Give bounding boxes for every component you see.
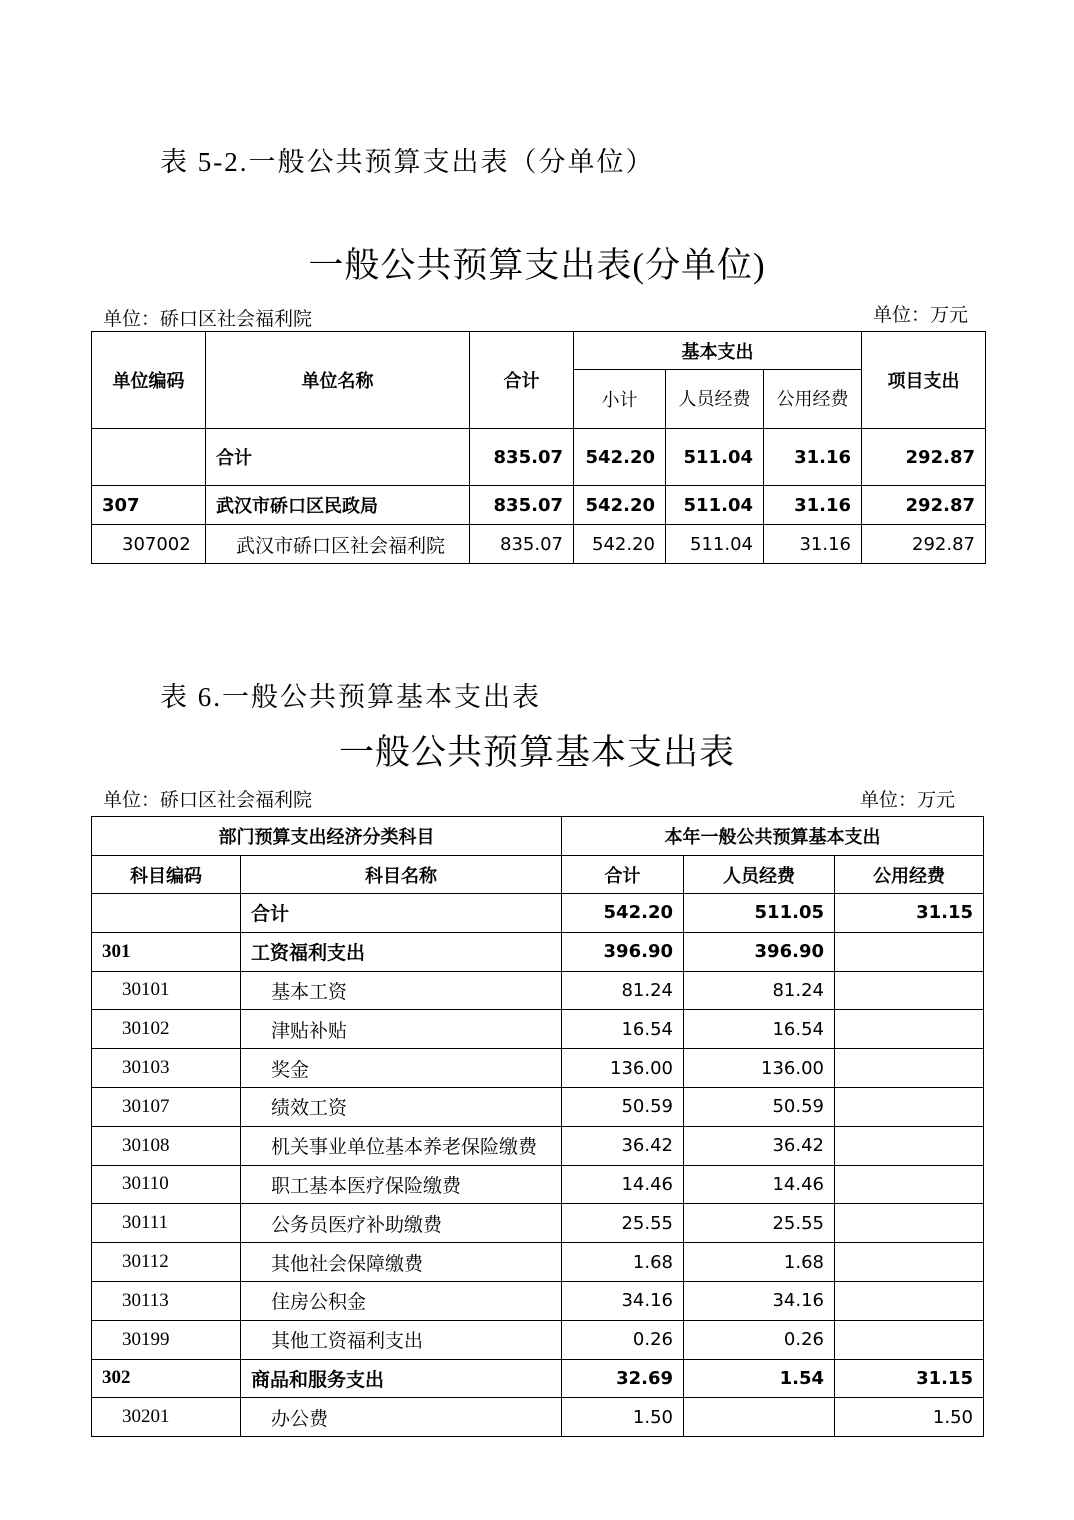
section2-title: 一般公共预算基本支出表: [338, 733, 735, 772]
table-row: [92, 429, 986, 486]
table-row: [92, 1281, 984, 1320]
header-personnel: 人员经费: [684, 856, 835, 894]
row-personnel: 14.46: [684, 1165, 835, 1204]
section2-unit-left: 单位：硚口区社会福利院: [103, 790, 313, 811]
row-public: [835, 1087, 984, 1126]
row-personnel: 50.59: [684, 1087, 835, 1126]
row-code: 30113: [92, 1281, 241, 1320]
row-name: 公务员医疗补助缴费: [241, 1204, 562, 1243]
row-name: 工资福利支出: [241, 932, 562, 971]
section1-caption: 表 5-2.一般公共预算支出表（分单位）: [160, 147, 655, 177]
row-total: 32.69: [562, 1359, 684, 1398]
row-name: 武汉市硚口区民政局: [206, 486, 470, 525]
table-row: [92, 932, 984, 971]
row-personnel: 511.04: [666, 429, 764, 486]
row-public: [835, 1243, 984, 1282]
table-row: [92, 486, 986, 525]
row-personnel: 25.55: [684, 1204, 835, 1243]
row-public: [835, 1204, 984, 1243]
row-name: 合计: [206, 429, 470, 486]
header-total: 合计: [470, 332, 574, 429]
header-economic-classification: 部门预算支出经济分类科目: [92, 817, 562, 856]
header-project-expenditure: 项目支出: [862, 332, 986, 429]
row-code: [92, 894, 241, 933]
row-personnel: [684, 1398, 835, 1437]
header-public: 公用经费: [764, 370, 862, 429]
row-public: [835, 932, 984, 971]
row-project: 292.87: [862, 429, 986, 486]
row-code: 30112: [92, 1243, 241, 1282]
row-code: 30110: [92, 1165, 241, 1204]
row-public: [835, 1049, 984, 1088]
table-row: [92, 971, 984, 1010]
row-code: 30107: [92, 1087, 241, 1126]
row-total: 50.59: [562, 1087, 684, 1126]
section2-unit-right: 单位：万元: [860, 790, 956, 811]
row-total: 14.46: [562, 1165, 684, 1204]
row-name: 其他工资福利支出: [241, 1320, 562, 1359]
section1-unit-left: 单位：硚口区社会福利院: [103, 309, 313, 330]
row-total: 25.55: [562, 1204, 684, 1243]
row-public: [835, 1126, 984, 1165]
header-total: 合计: [562, 856, 684, 894]
header-basic-expenditure: 基本支出: [574, 332, 862, 370]
row-total: 396.90: [562, 932, 684, 971]
row-total: 835.07: [470, 486, 574, 525]
row-personnel: 396.90: [684, 932, 835, 971]
section2-caption: 表 6.一般公共预算基本支出表: [160, 682, 541, 712]
table-row: [92, 1126, 984, 1165]
row-personnel: 0.26: [684, 1320, 835, 1359]
row-public: [835, 1165, 984, 1204]
row-personnel: 511.05: [684, 894, 835, 933]
row-name: 商品和服务支出: [241, 1359, 562, 1398]
row-name: 办公费: [241, 1398, 562, 1437]
row-name: 奖金: [241, 1049, 562, 1088]
row-code: 307002: [92, 525, 206, 564]
row-personnel: 81.24: [684, 971, 835, 1010]
row-name: 基本工资: [241, 971, 562, 1010]
row-total: 1.68: [562, 1243, 684, 1282]
row-personnel: 34.16: [684, 1281, 835, 1320]
row-name: 机关事业单位基本养老保险缴费: [241, 1126, 562, 1165]
header-unit-code: 单位编码: [92, 332, 206, 429]
row-subtotal: 542.20: [574, 486, 666, 525]
row-public: 31.16: [764, 429, 862, 486]
header-personnel: 人员经费: [666, 370, 764, 429]
row-name: 住房公积金: [241, 1281, 562, 1320]
row-personnel: 511.04: [666, 525, 764, 564]
row-public: [835, 1320, 984, 1359]
row-personnel: 16.54: [684, 1010, 835, 1049]
row-total: 0.26: [562, 1320, 684, 1359]
row-total: 835.07: [470, 525, 574, 564]
row-personnel: 1.54: [684, 1359, 835, 1398]
row-project: 292.87: [862, 525, 986, 564]
table-row: [92, 894, 984, 933]
row-code: 30103: [92, 1049, 241, 1088]
row-total: 34.16: [562, 1281, 684, 1320]
table-row: [92, 1320, 984, 1359]
row-name: 其他社会保障缴费: [241, 1243, 562, 1282]
table-row: [92, 1243, 984, 1282]
header-basic-expenditure-this-year: 本年一般公共预算基本支出: [562, 817, 984, 856]
row-code: 307: [92, 486, 206, 525]
row-code: 30108: [92, 1126, 241, 1165]
row-name: 津贴补贴: [241, 1010, 562, 1049]
row-personnel: 1.68: [684, 1243, 835, 1282]
row-subtotal: 542.20: [574, 429, 666, 486]
basic-expenditure-table: [91, 816, 984, 1437]
row-public: 31.16: [764, 486, 862, 525]
row-name: 职工基本医疗保险缴费: [241, 1165, 562, 1204]
row-code: [92, 429, 206, 486]
row-public: 31.15: [835, 894, 984, 933]
table-row: [92, 525, 986, 564]
table-row: [92, 1010, 984, 1049]
row-total: 1.50: [562, 1398, 684, 1437]
row-project: 292.87: [862, 486, 986, 525]
row-public: 1.50: [835, 1398, 984, 1437]
table-row: [92, 1049, 984, 1088]
row-code: 301: [92, 932, 241, 971]
row-public: 31.15: [835, 1359, 984, 1398]
table-row: [92, 1087, 984, 1126]
row-name: 合计: [241, 894, 562, 933]
row-public: [835, 971, 984, 1010]
row-public: 31.16: [764, 525, 862, 564]
section1-title: 一般公共预算支出表(分单位): [308, 246, 766, 285]
row-code: 30201: [92, 1398, 241, 1437]
row-total: 136.00: [562, 1049, 684, 1088]
header-public: 公用经费: [835, 856, 984, 894]
table-row: [92, 1398, 984, 1437]
row-total: 81.24: [562, 971, 684, 1010]
row-code: 30111: [92, 1204, 241, 1243]
row-total: 36.42: [562, 1126, 684, 1165]
row-code: 30101: [92, 971, 241, 1010]
table-row: [92, 1165, 984, 1204]
row-name: 绩效工资: [241, 1087, 562, 1126]
row-personnel: 136.00: [684, 1049, 835, 1088]
row-code: 30199: [92, 1320, 241, 1359]
row-total: 542.20: [562, 894, 684, 933]
row-name: 武汉市硚口区社会福利院: [206, 525, 470, 564]
header-unit-name: 单位名称: [206, 332, 470, 429]
row-code: 302: [92, 1359, 241, 1398]
row-subtotal: 542.20: [574, 525, 666, 564]
row-personnel: 511.04: [666, 486, 764, 525]
row-public: [835, 1010, 984, 1049]
header-subject-code: 科目编码: [92, 856, 241, 894]
header-subject-name: 科目名称: [241, 856, 562, 894]
header-subtotal: 小计: [574, 370, 666, 429]
section1-unit-right: 单位：万元: [873, 305, 969, 326]
row-total: 16.54: [562, 1010, 684, 1049]
row-public: [835, 1281, 984, 1320]
row-total: 835.07: [470, 429, 574, 486]
row-personnel: 36.42: [684, 1126, 835, 1165]
table-row: [92, 1359, 984, 1398]
table-row: [92, 1204, 984, 1243]
row-code: 30102: [92, 1010, 241, 1049]
budget-expenditure-by-unit-table: [91, 331, 986, 564]
